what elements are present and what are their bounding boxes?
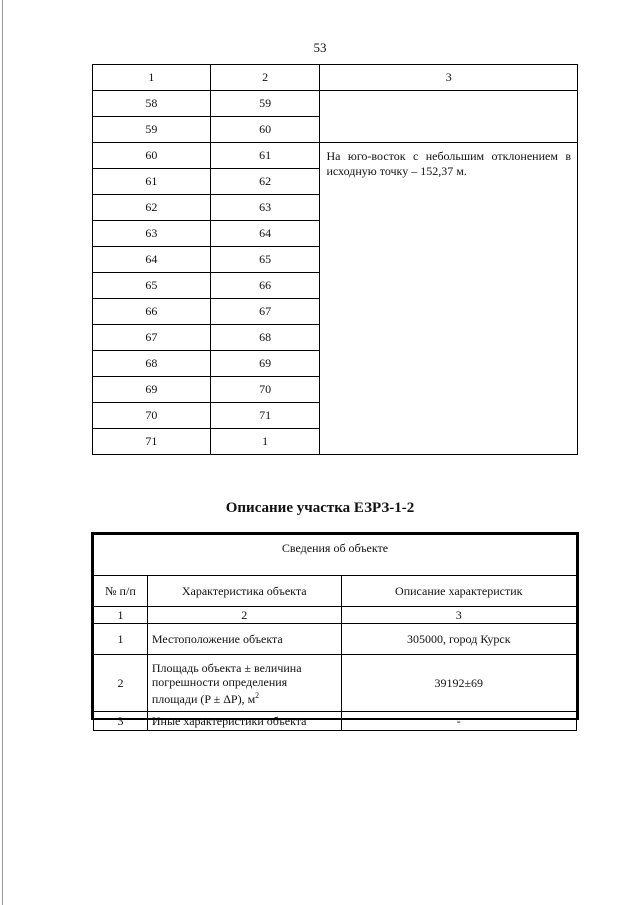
characteristic-line: погрешности определения (151, 674, 288, 689)
point-to: 1 (210, 429, 320, 455)
point-from: 59 (93, 117, 211, 143)
table-header-row (94, 576, 577, 607)
point-to: 64 (210, 221, 320, 247)
header-cell-characteristic: Характеристика объекта (147, 576, 341, 607)
boundary-points-table (92, 64, 578, 455)
row-number: 2 (94, 655, 148, 712)
point-to: 61 (210, 143, 320, 169)
point-from: 62 (93, 195, 211, 221)
point-from: 63 (93, 221, 211, 247)
table-row (93, 143, 578, 169)
table-header-row (93, 65, 578, 91)
header-cell-description: Описание характеристик (341, 576, 576, 607)
row-characteristic (147, 655, 341, 712)
direction-description: На юго-восток с небольшим отклонением в исходную точку – 152,37 м. (320, 143, 578, 455)
row-number: 3 (94, 712, 148, 731)
table-caption-row (94, 535, 577, 576)
point-from: 70 (93, 403, 211, 429)
point-to: 67 (210, 299, 320, 325)
table-row (94, 655, 577, 712)
point-from: 68 (93, 351, 211, 377)
point-to: 69 (210, 351, 320, 377)
table-row (94, 712, 577, 731)
object-info-frame (91, 532, 579, 728)
point-from: 67 (93, 325, 211, 351)
point-from: 60 (93, 143, 211, 169)
point-from: 64 (93, 247, 211, 273)
column-number: 1 (94, 607, 148, 624)
point-to: 59 (210, 91, 320, 117)
characteristic-line: Площадь объекта ± величина (151, 660, 302, 675)
point-to: 71 (210, 403, 320, 429)
object-info-table (93, 534, 577, 731)
point-to: 60 (210, 117, 320, 143)
characteristic-line: площади (P ± ΔP), м (151, 691, 256, 706)
column-number-row (94, 607, 577, 624)
point-to: 65 (210, 247, 320, 273)
point-from: 66 (93, 299, 211, 325)
point-from: 58 (93, 91, 211, 117)
column-number: 2 (147, 607, 341, 624)
page-number: 53 (313, 40, 327, 55)
point-to: 68 (210, 325, 320, 351)
page-edge-line (2, 0, 3, 905)
point-from: 61 (93, 169, 211, 195)
header-cell: 2 (210, 65, 320, 91)
column-number: 3 (341, 607, 576, 624)
row-value: 305000, город Курск (341, 624, 576, 655)
row-characteristic: Местоположение объекта (147, 624, 341, 655)
header-cell: 1 (93, 65, 211, 91)
point-to: 70 (210, 377, 320, 403)
point-to: 62 (210, 169, 320, 195)
table-row (94, 624, 577, 655)
unit-superscript: 2 (255, 690, 260, 700)
point-from: 71 (93, 429, 211, 455)
row-value: 39192±69 (341, 655, 576, 712)
header-cell-number: № п/п (94, 576, 148, 607)
table-caption: Сведения об объекте (94, 535, 577, 576)
table-row (93, 91, 578, 117)
point-from: 69 (93, 377, 211, 403)
point-to: 63 (210, 195, 320, 221)
point-to: 66 (210, 273, 320, 299)
header-cell: 3 (320, 65, 578, 91)
row-value: - (341, 712, 576, 731)
point-from: 65 (93, 273, 211, 299)
description-cell-empty (320, 91, 578, 143)
row-number: 1 (94, 624, 148, 655)
row-characteristic: Иные характеристики объекта (147, 712, 341, 731)
section-title: Описание участка ЕЗРЗ-1-2 (225, 500, 415, 516)
